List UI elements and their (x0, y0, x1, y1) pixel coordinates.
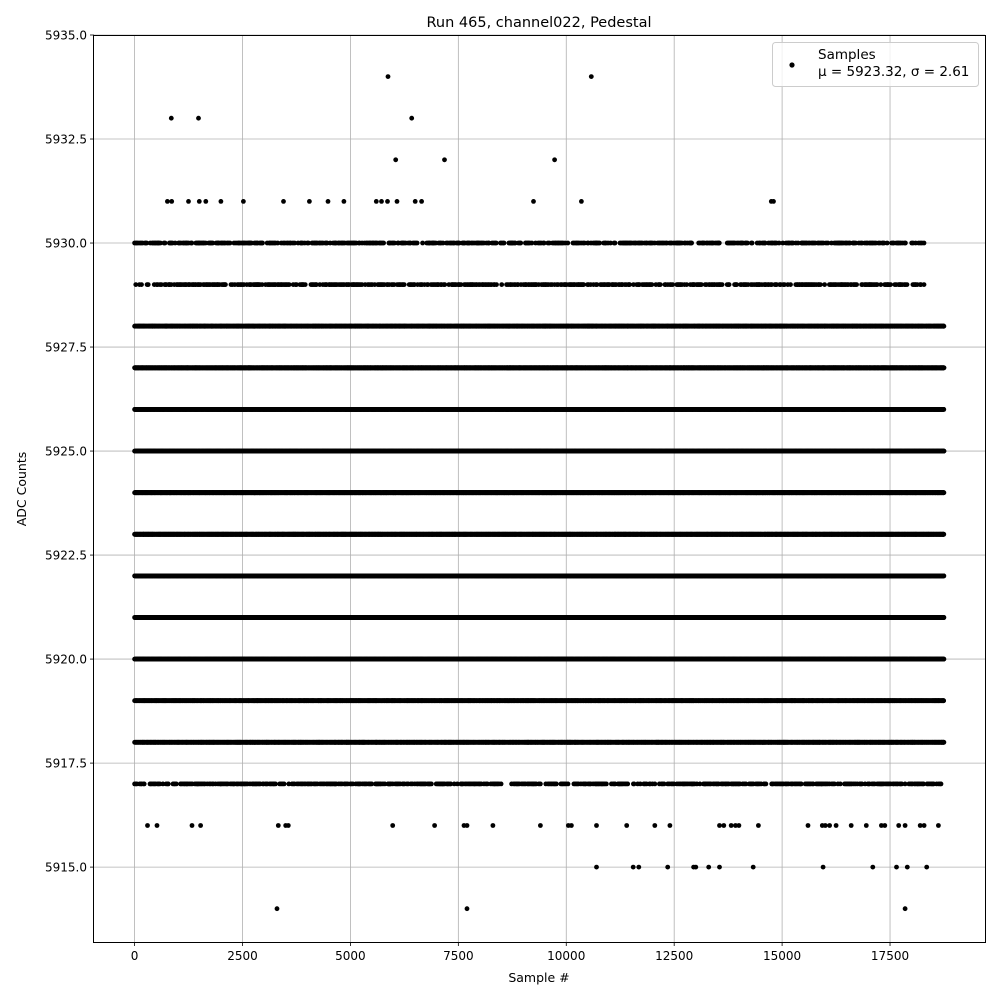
data-point (307, 199, 312, 204)
data-point (413, 199, 418, 204)
data-point (409, 116, 414, 121)
data-point (717, 241, 722, 246)
data-point (552, 157, 557, 162)
data-point (186, 199, 191, 204)
data-point (750, 241, 755, 246)
data-point (197, 199, 202, 204)
data-point (494, 282, 499, 287)
data-point (385, 199, 390, 204)
data-point (393, 157, 398, 162)
data-point (854, 282, 859, 287)
data-point (565, 241, 570, 246)
data-point (146, 282, 151, 287)
data-point (788, 282, 793, 287)
data-point (905, 282, 910, 287)
data-point (727, 282, 732, 287)
data-point (613, 241, 618, 246)
data-point (597, 241, 602, 246)
data-point (219, 199, 224, 204)
data-point (203, 199, 208, 204)
data-point (771, 199, 776, 204)
data-point (499, 282, 504, 287)
data-point (689, 241, 694, 246)
data-point (402, 282, 407, 287)
data-point (260, 241, 265, 246)
data-point (531, 199, 536, 204)
data-point (442, 282, 447, 287)
data-point (196, 116, 201, 121)
data-point (326, 199, 331, 204)
data-point (420, 241, 425, 246)
data-point (502, 241, 507, 246)
data-point (494, 241, 499, 246)
data-point (670, 282, 675, 287)
data-point (818, 282, 823, 287)
data-point (169, 199, 174, 204)
data-point (386, 74, 391, 79)
data-point (223, 282, 228, 287)
data-point (165, 199, 170, 204)
data-point (381, 241, 386, 246)
data-point (822, 282, 827, 287)
data-point (374, 199, 379, 204)
data-point (922, 282, 927, 287)
data-point (518, 241, 523, 246)
data-point (658, 282, 663, 287)
data-point (903, 241, 908, 246)
data-point (419, 199, 424, 204)
data-point (589, 74, 594, 79)
data-point (720, 282, 725, 287)
data-point (342, 199, 347, 204)
data-point (379, 199, 384, 204)
data-point (169, 116, 174, 121)
data-point (941, 324, 946, 329)
data-point (241, 199, 246, 204)
data-point (442, 157, 447, 162)
data-point (415, 241, 420, 246)
data-point (885, 241, 890, 246)
data-point (163, 241, 168, 246)
data-point (922, 241, 927, 246)
data-point (395, 199, 400, 204)
data-point (888, 282, 893, 287)
data-point (281, 199, 286, 204)
data-point (139, 282, 144, 287)
data-point (189, 241, 194, 246)
data-point (579, 199, 584, 204)
data-point (303, 282, 308, 287)
